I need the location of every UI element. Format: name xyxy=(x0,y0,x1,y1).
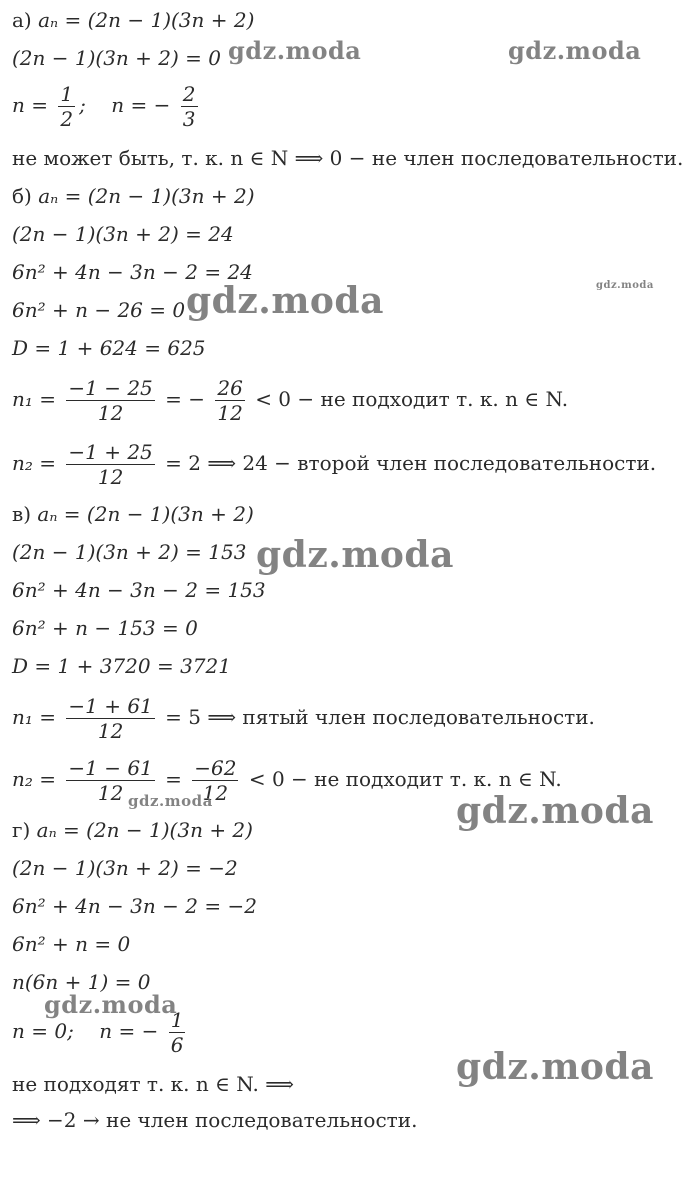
part-g-eq1: (2n − 1)(3n + 2) = −2 xyxy=(12,856,238,880)
part-g-conclusion2: ⟹ −2 → не член последовательности. xyxy=(12,1108,418,1132)
root-prefix: n = − xyxy=(111,93,171,117)
watermark: gdz.moda xyxy=(256,534,454,576)
part-b-root1 xyxy=(12,376,568,425)
root-prefix: n = xyxy=(12,93,48,117)
fraction xyxy=(66,440,154,489)
watermark: gdz.moda xyxy=(508,36,642,65)
equals: = xyxy=(165,767,182,791)
part-b-label: б) xyxy=(12,184,32,208)
root-comment: < 0 − не подходит т. к. n ∈ N. xyxy=(248,767,562,791)
root-prefix: n = − xyxy=(99,1019,159,1043)
fraction xyxy=(66,376,154,425)
part-v-discriminant: D = 1 + 3720 = 3721 xyxy=(12,654,231,678)
fraction-denominator: 12 xyxy=(97,465,124,489)
part-a-label: а) xyxy=(12,8,32,32)
root-prefix: n₂ = xyxy=(12,451,57,475)
part-g-eq3: 6n² + n = 0 xyxy=(12,932,131,956)
fraction-numerator: −1 + 61 xyxy=(68,694,153,718)
watermark: gdz.moda xyxy=(228,36,362,65)
fraction-numerator: 26 xyxy=(217,376,243,400)
part-a-header xyxy=(12,8,254,32)
part-g-label: г) xyxy=(12,818,31,842)
root-zero: n = 0; xyxy=(12,1019,74,1043)
part-b-eq3: 6n² + n − 26 = 0 xyxy=(12,298,186,322)
fraction-denominator: 12 xyxy=(202,781,229,805)
fraction-numerator: 1 xyxy=(60,82,74,106)
part-v-eq2: 6n² + 4n − 3n − 2 = 153 xyxy=(12,578,266,602)
watermark: gdz.moda xyxy=(44,990,178,1019)
part-b-root2 xyxy=(12,440,656,489)
part-a-formula: aₙ = (2n − 1)(3n + 2) xyxy=(38,8,255,32)
fraction-numerator: 1 xyxy=(170,1008,184,1032)
fraction-numerator: −1 − 25 xyxy=(68,376,153,400)
part-g-eq4: n(6n + 1) = 0 xyxy=(12,970,151,994)
fraction-denominator: 12 xyxy=(97,719,124,743)
equals: = − xyxy=(165,387,206,411)
fraction-denominator: 6 xyxy=(170,1033,184,1057)
fraction xyxy=(215,376,244,425)
watermark: gdz.moda xyxy=(596,280,654,291)
root-prefix: n₁ = xyxy=(12,387,57,411)
watermark: gdz.moda xyxy=(456,790,654,832)
part-v-eq3: 6n² + n − 153 = 0 xyxy=(12,616,198,640)
part-v-header xyxy=(12,502,254,526)
part-b-eq2: 6n² + 4n − 3n − 2 = 24 xyxy=(12,260,253,284)
part-g-header xyxy=(12,818,253,842)
root-prefix: n₁ = xyxy=(12,705,57,729)
root-comment: = 2 ⟹ 24 − второй член последовательности. xyxy=(165,451,657,475)
fraction xyxy=(66,694,154,743)
part-v-label: в) xyxy=(12,502,32,526)
part-b-discriminant: D = 1 + 624 = 625 xyxy=(12,336,206,360)
part-g-formula: aₙ = (2n − 1)(3n + 2) xyxy=(36,818,253,842)
root-comment: = 5 ⟹ пятый член последовательности. xyxy=(165,705,595,729)
part-b-eq1: (2n − 1)(3n + 2) = 24 xyxy=(12,222,234,246)
watermark: gdz.moda xyxy=(128,792,213,810)
part-v-root1 xyxy=(12,694,595,743)
part-b-formula: aₙ = (2n − 1)(3n + 2) xyxy=(38,184,255,208)
root-prefix: n₂ = xyxy=(12,767,57,791)
fraction-denominator: 2 xyxy=(60,107,74,131)
part-g-eq2: 6n² + 4n − 3n − 2 = −2 xyxy=(12,894,257,918)
fraction-denominator: 12 xyxy=(217,401,243,425)
fraction-numerator: −1 − 61 xyxy=(68,756,153,780)
fraction-numerator: −1 + 25 xyxy=(68,440,153,464)
fraction-two-thirds xyxy=(181,82,198,131)
part-a-roots xyxy=(12,82,202,131)
part-a-conclusion: не может быть, т. к. n ∈ N ⟹ 0 − не член последовательности. xyxy=(12,146,684,170)
fraction-one-half xyxy=(58,82,75,131)
part-v-eq1: (2n − 1)(3n + 2) = 153 xyxy=(12,540,247,564)
fraction-denominator: 12 xyxy=(97,401,124,425)
part-v-formula: aₙ = (2n − 1)(3n + 2) xyxy=(37,502,254,526)
watermark: gdz.moda xyxy=(456,1046,654,1088)
fraction-numerator: 2 xyxy=(182,82,196,106)
part-a-equation: (2n − 1)(3n + 2) = 0 xyxy=(12,46,222,70)
fraction-denominator: 3 xyxy=(182,107,196,131)
watermark: gdz.moda xyxy=(186,280,384,322)
fraction-numerator: −62 xyxy=(194,756,237,780)
part-b-header xyxy=(12,184,255,208)
separator: ; xyxy=(79,93,86,117)
root-comment: < 0 − не подходит т. к. n ∈ N. xyxy=(255,387,569,411)
part-g-conclusion1: не подходят т. к. n ∈ N. ⟹ xyxy=(12,1072,294,1096)
fraction-denominator: 12 xyxy=(97,781,124,805)
